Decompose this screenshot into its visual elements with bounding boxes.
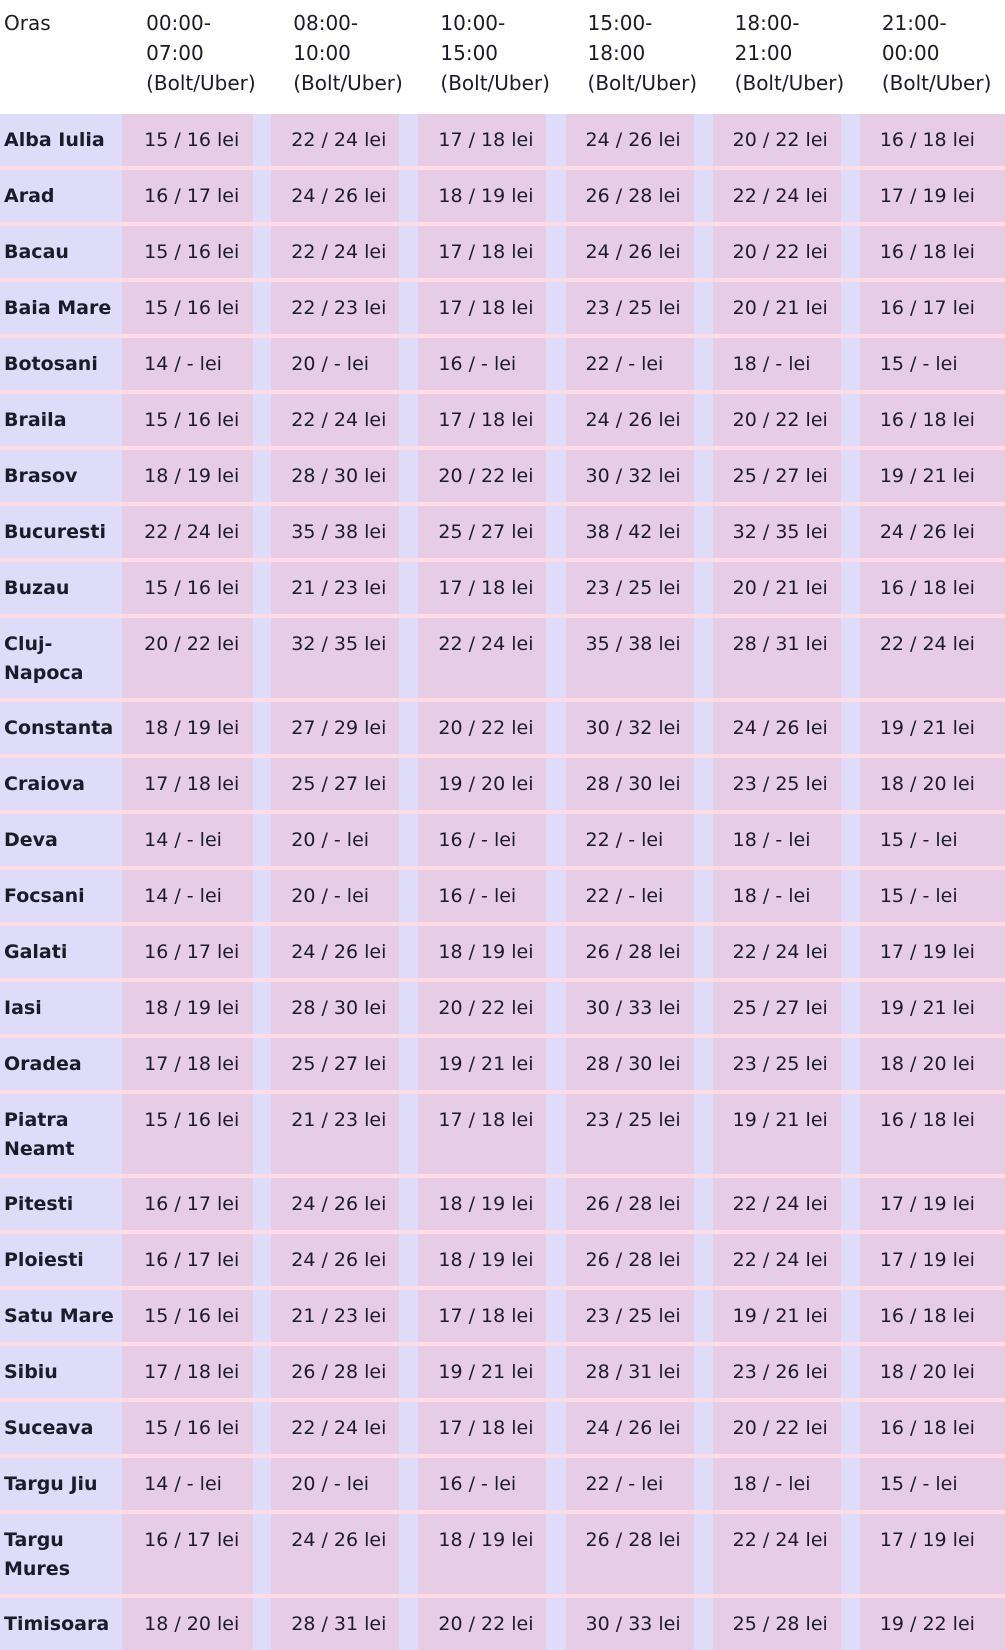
price-cell: 18 / - lei (711, 810, 858, 866)
price-cell: 26 / 28 lei (269, 1342, 416, 1398)
table-row (0, 390, 1005, 446)
time-slot-header: 08:00- 10:00 (Bolt/Uber) (269, 0, 416, 108)
price-cell: 15 / 16 lei (122, 278, 269, 334)
price-cell: 28 / 30 lei (564, 1034, 711, 1090)
price-cell: 24 / 26 lei (711, 698, 858, 754)
price-cell: 17 / 18 lei (416, 108, 563, 166)
price-cell: 16 / 18 lei (858, 108, 1005, 166)
price-cell: 15 / - lei (858, 1454, 1005, 1510)
price-cell: 23 / 25 lei (564, 1286, 711, 1342)
city-cell: Braila (0, 390, 122, 446)
price-cell: 15 / 16 lei (122, 1398, 269, 1454)
time-slot-header: 18:00- 21:00 (Bolt/Uber) (711, 0, 858, 108)
price-cell: 35 / 38 lei (269, 502, 416, 558)
price-cell: 15 / 16 lei (122, 390, 269, 446)
table-row (0, 1034, 1005, 1090)
table-row (0, 446, 1005, 502)
price-cell: 22 / 24 lei (858, 614, 1005, 698)
price-cell: 23 / 25 lei (564, 278, 711, 334)
price-cell: 35 / 38 lei (564, 614, 711, 698)
table-row (0, 1230, 1005, 1286)
price-cell: 18 / 19 lei (416, 1510, 563, 1594)
price-cell: 24 / 26 lei (269, 1174, 416, 1230)
price-cell: 16 / 17 lei (122, 166, 269, 222)
table-row (0, 1090, 1005, 1174)
price-cell: 22 / 24 lei (711, 166, 858, 222)
table-row (0, 614, 1005, 698)
price-cell: 16 / 18 lei (858, 1090, 1005, 1174)
header-row (0, 0, 1005, 108)
price-cell: 20 / 22 lei (416, 446, 563, 502)
table-row (0, 866, 1005, 922)
price-cell: 24 / 26 lei (564, 390, 711, 446)
price-cell: 18 / 19 lei (416, 1230, 563, 1286)
price-cell: 25 / 27 lei (711, 446, 858, 502)
price-cell: 22 / 24 lei (711, 1510, 858, 1594)
price-cell: 26 / 28 lei (564, 166, 711, 222)
price-cell: 30 / 32 lei (564, 698, 711, 754)
price-cell: 22 / 24 lei (122, 502, 269, 558)
price-cell: 22 / - lei (564, 1454, 711, 1510)
price-cell: 14 / - lei (122, 334, 269, 390)
price-cell: 17 / 19 lei (858, 1174, 1005, 1230)
table-row (0, 754, 1005, 810)
table-row (0, 1510, 1005, 1594)
city-cell: Timisoara (0, 1594, 122, 1650)
table-row (0, 1286, 1005, 1342)
price-cell: 25 / 28 lei (711, 1594, 858, 1650)
price-cell: 23 / 26 lei (711, 1342, 858, 1398)
price-cell: 19 / 21 lei (711, 1090, 858, 1174)
city-cell: Bacau (0, 222, 122, 278)
price-cell: 22 / 24 lei (269, 1398, 416, 1454)
price-cell: 17 / 19 lei (858, 1510, 1005, 1594)
price-cell: 20 / - lei (269, 1454, 416, 1510)
price-cell: 15 / 16 lei (122, 1286, 269, 1342)
price-cell: 16 / - lei (416, 1454, 563, 1510)
city-cell: Galati (0, 922, 122, 978)
price-cell: 30 / 33 lei (564, 978, 711, 1034)
price-cell: 15 / 16 lei (122, 222, 269, 278)
price-cell: 19 / 21 lei (858, 698, 1005, 754)
price-cell: 16 / 17 lei (858, 278, 1005, 334)
price-cell: 20 / 22 lei (122, 614, 269, 698)
table-row (0, 922, 1005, 978)
price-cell: 22 / - lei (564, 866, 711, 922)
table-row (0, 108, 1005, 166)
city-cell: Targu Jiu (0, 1454, 122, 1510)
price-cell: 17 / 18 lei (122, 1034, 269, 1090)
price-cell: 14 / - lei (122, 866, 269, 922)
price-cell: 20 / 22 lei (416, 978, 563, 1034)
price-cell: 28 / 31 lei (711, 614, 858, 698)
price-cell: 28 / 30 lei (269, 446, 416, 502)
city-cell: Sibiu (0, 1342, 122, 1398)
price-cell: 24 / 26 lei (564, 108, 711, 166)
price-cell: 19 / 21 lei (416, 1342, 563, 1398)
price-cell: 23 / 25 lei (564, 1090, 711, 1174)
table-row (0, 222, 1005, 278)
city-cell: Brasov (0, 446, 122, 502)
price-cell: 25 / 27 lei (269, 754, 416, 810)
city-cell: Bucuresti (0, 502, 122, 558)
price-cell: 17 / 18 lei (416, 1286, 563, 1342)
price-cell: 19 / 21 lei (416, 1034, 563, 1090)
city-cell: Ploiesti (0, 1230, 122, 1286)
price-cell: 24 / 26 lei (269, 166, 416, 222)
table-row (0, 810, 1005, 866)
price-cell: 20 / 22 lei (416, 698, 563, 754)
city-cell: Alba Iulia (0, 108, 122, 166)
price-cell: 19 / 21 lei (858, 978, 1005, 1034)
price-cell: 28 / 30 lei (269, 978, 416, 1034)
price-cell: 38 / 42 lei (564, 502, 711, 558)
table-row (0, 1342, 1005, 1398)
price-cell: 24 / 26 lei (564, 1398, 711, 1454)
price-cell: 26 / 28 lei (564, 1510, 711, 1594)
city-cell: Pitesti (0, 1174, 122, 1230)
price-cell: 18 / - lei (711, 1454, 858, 1510)
city-cell: Arad (0, 166, 122, 222)
price-cell: 20 / 22 lei (711, 390, 858, 446)
city-cell: Deva (0, 810, 122, 866)
price-cell: 18 / 19 lei (416, 166, 563, 222)
price-cell: 17 / 18 lei (416, 558, 563, 614)
price-cell: 24 / 26 lei (269, 1510, 416, 1594)
price-cell: 19 / 22 lei (858, 1594, 1005, 1650)
table-row (0, 166, 1005, 222)
price-cell: 17 / 18 lei (416, 222, 563, 278)
price-cell: 17 / 18 lei (416, 1090, 563, 1174)
table-row (0, 1398, 1005, 1454)
price-cell: 18 / 19 lei (122, 978, 269, 1034)
price-cell: 16 / - lei (416, 866, 563, 922)
table-row (0, 698, 1005, 754)
price-cell: 24 / 26 lei (564, 222, 711, 278)
price-cell: 22 / 24 lei (711, 922, 858, 978)
city-cell: Focsani (0, 866, 122, 922)
price-cell: 30 / 33 lei (564, 1594, 711, 1650)
price-cell: 15 / - lei (858, 334, 1005, 390)
city-cell: Suceava (0, 1398, 122, 1454)
price-cell: 26 / 28 lei (564, 922, 711, 978)
table-row (0, 334, 1005, 390)
price-cell: 28 / 30 lei (564, 754, 711, 810)
price-cell: 20 / 21 lei (711, 278, 858, 334)
city-cell: Oradea (0, 1034, 122, 1090)
price-cell: 25 / 27 lei (416, 502, 563, 558)
price-cell: 17 / 19 lei (858, 922, 1005, 978)
price-cell: 24 / 26 lei (858, 502, 1005, 558)
city-cell: Botosani (0, 334, 122, 390)
city-cell: Iasi (0, 978, 122, 1034)
price-cell: 18 / 20 lei (858, 754, 1005, 810)
price-cell: 23 / 25 lei (564, 558, 711, 614)
price-cell: 16 / - lei (416, 334, 563, 390)
time-slot-header: 15:00- 18:00 (Bolt/Uber) (564, 0, 711, 108)
table-row (0, 1174, 1005, 1230)
price-cell: 16 / - lei (416, 810, 563, 866)
price-cell: 18 / 20 lei (858, 1342, 1005, 1398)
price-cell: 16 / 18 lei (858, 558, 1005, 614)
city-column-header: Oras (0, 0, 122, 108)
table-row (0, 502, 1005, 558)
price-cell: 15 / 16 lei (122, 558, 269, 614)
price-cell: 21 / 23 lei (269, 558, 416, 614)
table-header (0, 0, 1005, 108)
price-cell: 15 / 16 lei (122, 1090, 269, 1174)
price-cell: 27 / 29 lei (269, 698, 416, 754)
price-cell: 16 / 17 lei (122, 1230, 269, 1286)
city-cell: Baia Mare (0, 278, 122, 334)
price-cell: 20 / - lei (269, 810, 416, 866)
price-cell: 15 / - lei (858, 866, 1005, 922)
table-row (0, 1454, 1005, 1510)
price-cell: 20 / 21 lei (711, 558, 858, 614)
price-cell: 20 / 22 lei (711, 1398, 858, 1454)
time-slot-header: 21:00- 00:00 (Bolt/Uber) (858, 0, 1005, 108)
city-cell: Craiova (0, 754, 122, 810)
price-cell: 25 / 27 lei (269, 1034, 416, 1090)
price-cell: 17 / 18 lei (122, 1342, 269, 1398)
price-cell: 32 / 35 lei (711, 502, 858, 558)
table-row (0, 278, 1005, 334)
price-cell: 24 / 26 lei (269, 1230, 416, 1286)
price-cell: 28 / 31 lei (564, 1342, 711, 1398)
price-cell: 16 / 18 lei (858, 1398, 1005, 1454)
price-cell: 32 / 35 lei (269, 614, 416, 698)
price-cell: 24 / 26 lei (269, 922, 416, 978)
price-cell: 14 / - lei (122, 1454, 269, 1510)
table-row (0, 558, 1005, 614)
price-cell: 22 / 24 lei (269, 390, 416, 446)
price-cell: 21 / 23 lei (269, 1286, 416, 1342)
price-cell: 22 / 24 lei (416, 614, 563, 698)
price-cell: 17 / 18 lei (122, 754, 269, 810)
price-cell: 21 / 23 lei (269, 1090, 416, 1174)
city-cell: Constanta (0, 698, 122, 754)
price-cell: 22 / 24 lei (711, 1174, 858, 1230)
price-cell: 26 / 28 lei (564, 1230, 711, 1286)
price-cell: 18 / 20 lei (122, 1594, 269, 1650)
price-cell: 26 / 28 lei (564, 1174, 711, 1230)
price-cell: 22 / 23 lei (269, 278, 416, 334)
price-cell: 18 / 19 lei (122, 446, 269, 502)
city-cell: Buzau (0, 558, 122, 614)
price-cell: 16 / 17 lei (122, 1510, 269, 1594)
price-cell: 18 / 20 lei (858, 1034, 1005, 1090)
price-cell: 16 / 18 lei (858, 1286, 1005, 1342)
price-cell: 25 / 27 lei (711, 978, 858, 1034)
price-cell: 18 / - lei (711, 334, 858, 390)
price-cell: 18 / 19 lei (416, 922, 563, 978)
price-cell: 19 / 21 lei (711, 1286, 858, 1342)
price-cell: 19 / 20 lei (416, 754, 563, 810)
price-cell: 16 / 17 lei (122, 1174, 269, 1230)
price-cell: 20 / 22 lei (711, 108, 858, 166)
table-row (0, 978, 1005, 1034)
price-cell: 16 / 18 lei (858, 222, 1005, 278)
price-cell: 15 / - lei (858, 810, 1005, 866)
price-cell: 17 / 18 lei (416, 1398, 563, 1454)
price-cell: 22 / 24 lei (269, 108, 416, 166)
price-cell: 18 / 19 lei (122, 698, 269, 754)
price-cell: 23 / 25 lei (711, 754, 858, 810)
price-cell: 16 / 18 lei (858, 390, 1005, 446)
price-cell: 28 / 31 lei (269, 1594, 416, 1650)
city-cell: Targu Mures (0, 1510, 122, 1594)
price-cell: 18 / - lei (711, 866, 858, 922)
price-cell: 30 / 32 lei (564, 446, 711, 502)
price-cell: 16 / 17 lei (122, 922, 269, 978)
city-cell: Cluj-Napoca (0, 614, 122, 698)
table-row (0, 1594, 1005, 1650)
table-body (0, 108, 1005, 1650)
price-cell: 14 / - lei (122, 810, 269, 866)
price-cell: 22 / 24 lei (711, 1230, 858, 1286)
price-cell: 18 / 19 lei (416, 1174, 563, 1230)
price-cell: 19 / 21 lei (858, 446, 1005, 502)
city-cell: Satu Mare (0, 1286, 122, 1342)
price-cell: 17 / 18 lei (416, 390, 563, 446)
price-cell: 17 / 19 lei (858, 1230, 1005, 1286)
time-slot-header: 10:00- 15:00 (Bolt/Uber) (416, 0, 563, 108)
price-cell: 15 / 16 lei (122, 108, 269, 166)
city-cell: Piatra Neamt (0, 1090, 122, 1174)
price-cell: 23 / 25 lei (711, 1034, 858, 1090)
price-cell: 22 / - lei (564, 810, 711, 866)
price-cell: 20 / 22 lei (711, 222, 858, 278)
time-slot-header: 00:00- 07:00 (Bolt/Uber) (122, 0, 269, 108)
price-cell: 20 / 22 lei (416, 1594, 563, 1650)
price-cell: 22 / 24 lei (269, 222, 416, 278)
price-cell: 20 / - lei (269, 866, 416, 922)
price-cell: 17 / 19 lei (858, 166, 1005, 222)
price-cell: 17 / 18 lei (416, 278, 563, 334)
price-cell: 22 / - lei (564, 334, 711, 390)
price-cell: 20 / - lei (269, 334, 416, 390)
